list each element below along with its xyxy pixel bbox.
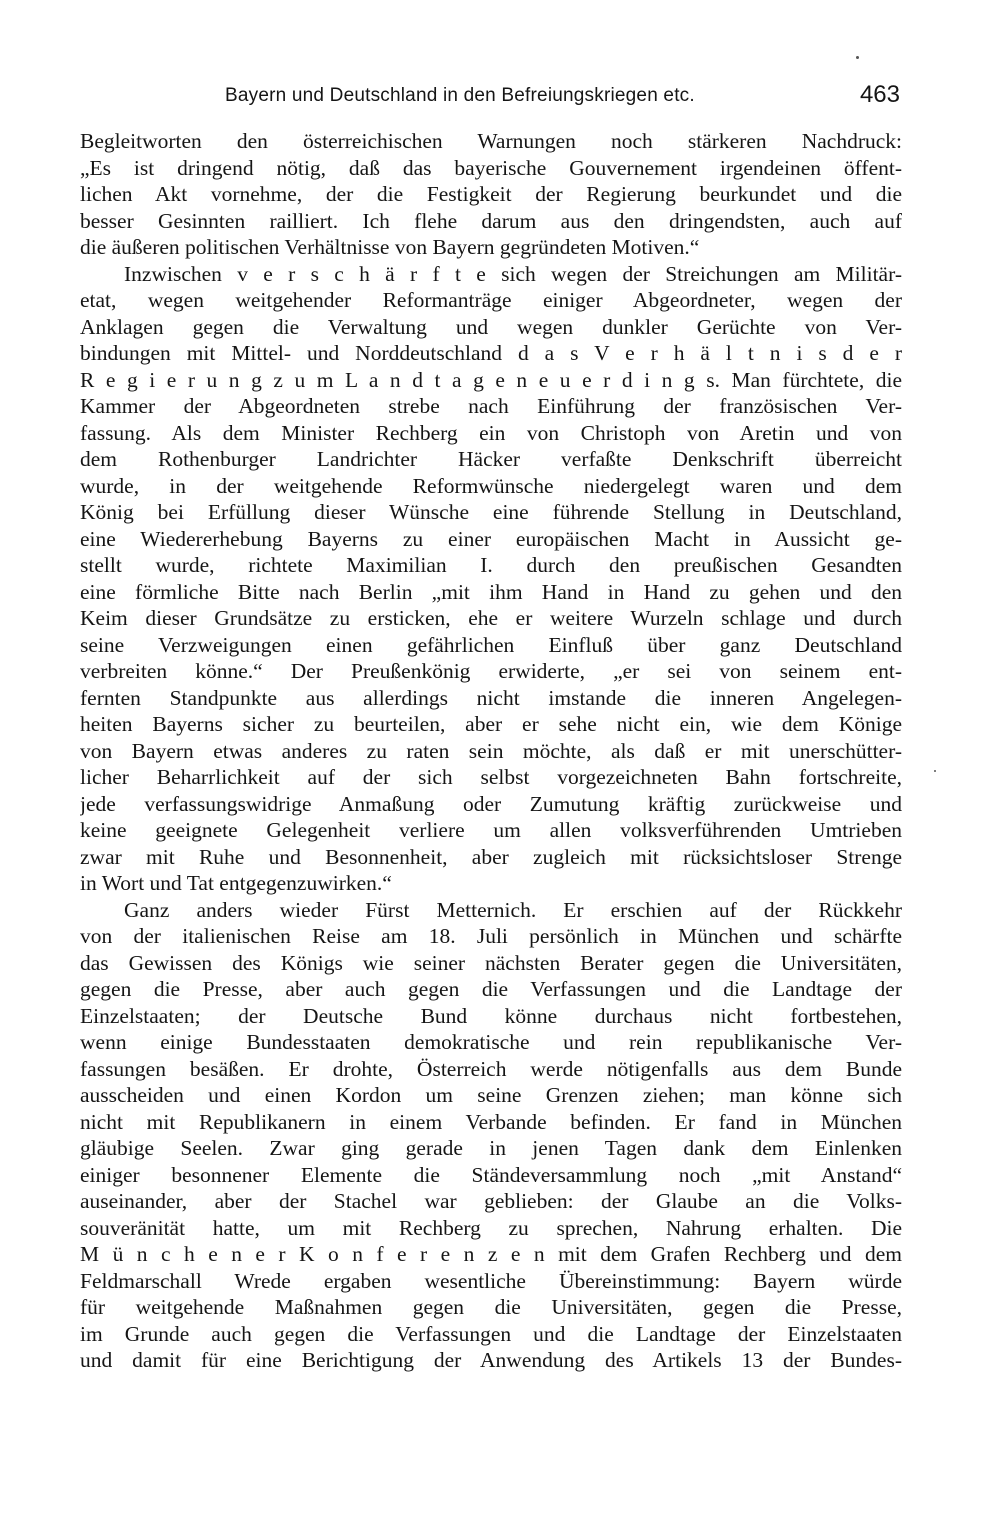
text-line: wenn einige Bundesstaaten demokratische und rein republikanische Ver- [80,1030,902,1054]
text-line: das Gewissen des Königs wie seiner nächsten Berater gegen die Universitäten, [80,950,902,975]
text-line: im Grunde auch gegen die Verfassungen und die Landtage der Einzelstaaten [80,1321,902,1346]
text-line: Einzelstaaten; der Deutsche Bund könne durchaus nicht fortbestehen, [80,1003,902,1028]
text-line: ausscheiden und einen Kordon um seine Grenzen ziehen; man könne sich [80,1083,902,1107]
text-line: von Bayern etwas anderes zu raten sein möchte, als daß er mit unerschütter- [80,738,902,763]
text-line: Kammer der Abgeordneten strebe nach Einführung der französischen Ver- [80,394,902,418]
text-line: die äußeren politischen Verhältnisse von Bayern gegründeten Motiven.“ [80,235,700,259]
page-number: 463 [859,81,900,108]
text-line: eine Wiedererhebung Bayerns zu einer europäischen Macht in Aussicht ge- [80,526,902,551]
text-line: lichen Akt vornehme, der die Festigkeit der Regierung beurkundet und die [80,182,902,206]
text-line: stellt wurde, richtete Maximilian I. durch den preußischen Gesandten [80,553,902,577]
body-text [80,128,902,1374]
print-speck [856,56,859,59]
text-line: M ü n c h e n e r K o n f e r e n z e n mit dem Grafen Rechberg und dem [80,1242,902,1266]
text-line: und damit für eine Berichtigung der Anwendung des Artikels 13 der Bundes- [80,1348,902,1372]
text-line: fassung. Als dem Minister Rechberg ein von Christoph von Aretin und von [80,420,902,445]
text-line: Feldmarschall Wrede ergaben wesentliche Übereinstimmung: Bayern würde [80,1268,902,1293]
text-line: keine geeignete Gelegenheit verliere um allen volksverführenden Umtrieben [80,818,902,842]
text-line: R e g i e r u n g z u m L a n d t a g e n e u e r d i n g s. Man fürchtete, die [80,367,902,392]
text-line: Inzwischen v e r s c h ä r f t e sich wegen der Streichungen am Militär- [124,261,902,286]
text-line: nicht mit Republikanern in einem Verbande befinden. Er fand in München [80,1109,902,1134]
text-line: licher Beharrlichkeit auf der sich selbst vorgezeichneten Bahn fortschreite, [80,765,902,789]
running-title: Bayern und Deutschland in den Befreiungskriegen etc. [225,85,695,106]
print-speck [934,770,936,772]
text-line: seine Verzweigungen einen gefährlichen Einfluß über ganz Deutschland [80,632,902,657]
text-line: wurde, in der weitgehende Reformwünsche niedergelegt waren und dem [80,473,902,498]
text-line: fernten Standpunkte aus allerdings nicht imstande die inneren Angelegen- [80,685,902,710]
text-line: gläubige Seelen. Zwar ging gerade in jenen Tagen dank dem Einlenken [80,1136,902,1160]
text-line: dem Rothenburger Landrichter Häcker verfaßte Denkschrift überreicht [80,447,902,471]
text-line: eine förmliche Bitte nach Berlin „mit ihm Hand in Hand zu gehen und den [80,579,902,604]
text-line: in Wort und Tat entgegenzuwirken.“ [80,871,392,895]
text-line: für weitgehende Maßnahmen gegen die Universitäten, gegen die Presse, [80,1295,902,1319]
text-line: heiten Bayerns sicher zu beurteilen, aber er sehe nicht ein, wie dem Könige [80,712,902,736]
text-line: zwar mit Ruhe und Besonnenheit, aber zugleich mit rücksichtsloser Strenge [80,844,902,869]
running-head [80,82,902,112]
text-line: bindungen mit Mittel- und Norddeutschland d a s V e r h ä l t n i s d e r [80,341,902,365]
text-line: fassungen besäßen. Er drohte, Österreich werde nötigenfalls aus dem Bunde [80,1056,902,1081]
text-line: „Es ist dringend nötig, daß das bayerische Gouvernement irgendeinen öffent- [80,155,902,180]
text-line: Keim dieser Grundsätze zu ersticken, ehe er weitere Wurzeln schlage und durch [80,606,902,630]
text-line: besser Gesinnten railliert. Ich flehe darum aus den dringendsten, auch auf [80,208,902,233]
text-line: Anklagen gegen die Verwaltung und wegen dunkler Gerüchte von Ver- [80,314,902,339]
text-line: Begleitworten den österreichischen Warnungen noch stärkeren Nachdruck: [80,129,902,153]
text-line: jede verfassungswidrige Anmaßung oder Zumutung kräftig zurückweise und [80,791,902,816]
text-line: König bei Erfüllung dieser Wünsche eine führende Stellung in Deutschland, [80,500,902,524]
text-line: Ganz anders wieder Fürst Metternich. Er erschien auf der Rückkehr [124,897,902,922]
text-line: von der italienischen Reise am 18. Juli persönlich in München und schärfte [80,924,902,948]
text-line: etat, wegen weitgehender Reformanträge einiger Abgeordneter, wegen der [80,288,902,312]
text-line: einiger besonnener Elemente die Ständeversammlung noch „mit Anstand“ [80,1162,902,1187]
text-line: auseinander, aber der Stachel war geblieben: der Glaube an die Volks- [80,1189,902,1213]
text-line: gegen die Presse, aber auch gegen die Verfassungen und die Landtage der [80,977,902,1001]
text-line: verbreiten könne.“ Der Preußenkönig erwiderte, „er sei von seinem ent- [80,659,902,683]
text-line: souveränität hatte, um mit Rechberg zu sprechen, Nahrung erhalten. Die [80,1215,902,1240]
